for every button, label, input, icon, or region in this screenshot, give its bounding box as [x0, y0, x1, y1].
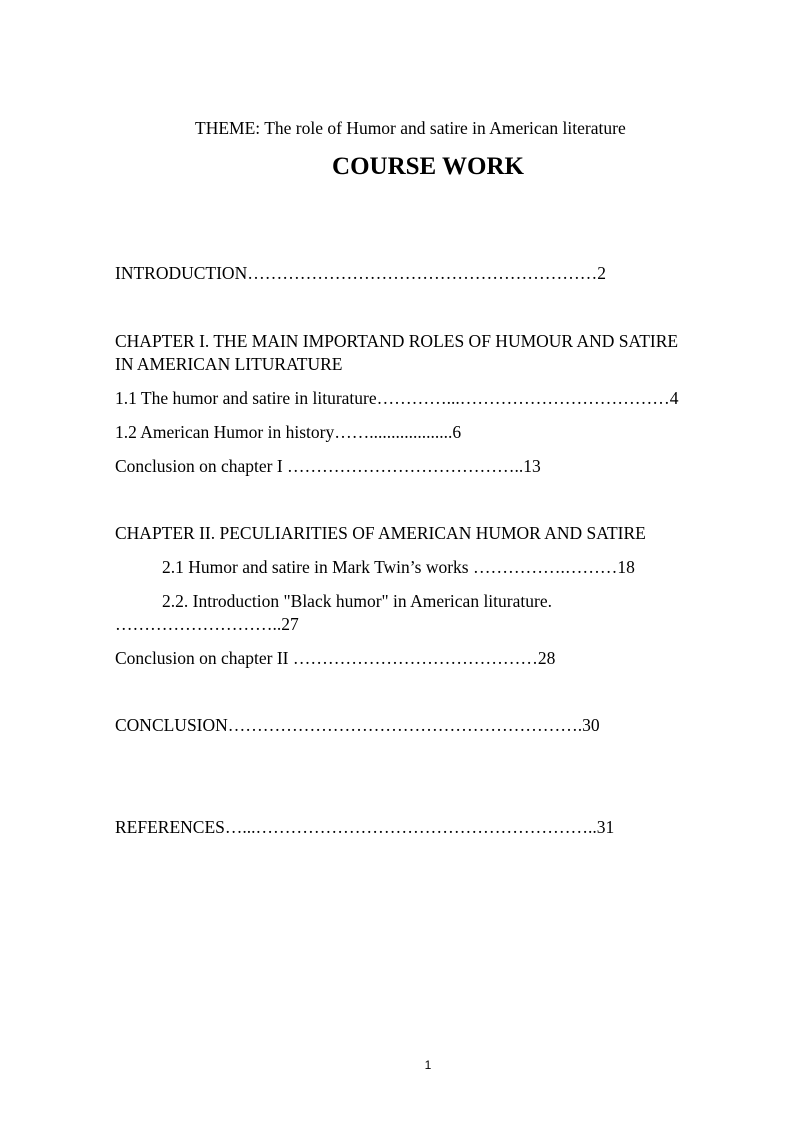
toc-chapter2-heading: CHAPTER II. PECULIARITIES OF AMERICAN HUMOR AND SATIRE	[115, 523, 646, 543]
toc-section-2-2-line2: ………………………..27	[115, 614, 299, 634]
toc-conclusion-chapter2: Conclusion on chapter II ……………………………………28	[115, 648, 556, 668]
toc-references: REFERENCES…...…………………………………………………..31	[115, 817, 615, 837]
page-title: COURSE WORK	[332, 153, 524, 180]
toc-section-1-2: 1.2 American Humor in history……...................6	[115, 422, 462, 442]
toc-conclusion: CONCLUSION…………………………………………………….30	[115, 715, 600, 735]
toc-chapter1-heading-line2: IN AMERICAN LITURATURE	[115, 354, 343, 374]
theme-line: THEME: The role of Humor and satire in American literature	[195, 118, 626, 138]
toc-section-1-1: 1.1 The humor and satire in liturature…………...………………………………4	[115, 388, 679, 408]
toc-section-2-1: 2.1 Humor and satire in Mark Twin’s works …………….………18	[162, 557, 635, 577]
page-number: 1	[424, 1058, 432, 1072]
toc-section-2-2-line1: 2.2. Introduction "Black humor" in American liturature.	[162, 591, 552, 611]
toc-introduction: INTRODUCTION……………………………………………………2	[115, 263, 606, 283]
toc-conclusion-chapter1: Conclusion on chapter I …………………………………..13	[115, 456, 541, 476]
toc-chapter1-heading-line1: CHAPTER I. THE MAIN IMPORTAND ROLES OF HUMOUR AND SATIRE	[115, 331, 679, 351]
